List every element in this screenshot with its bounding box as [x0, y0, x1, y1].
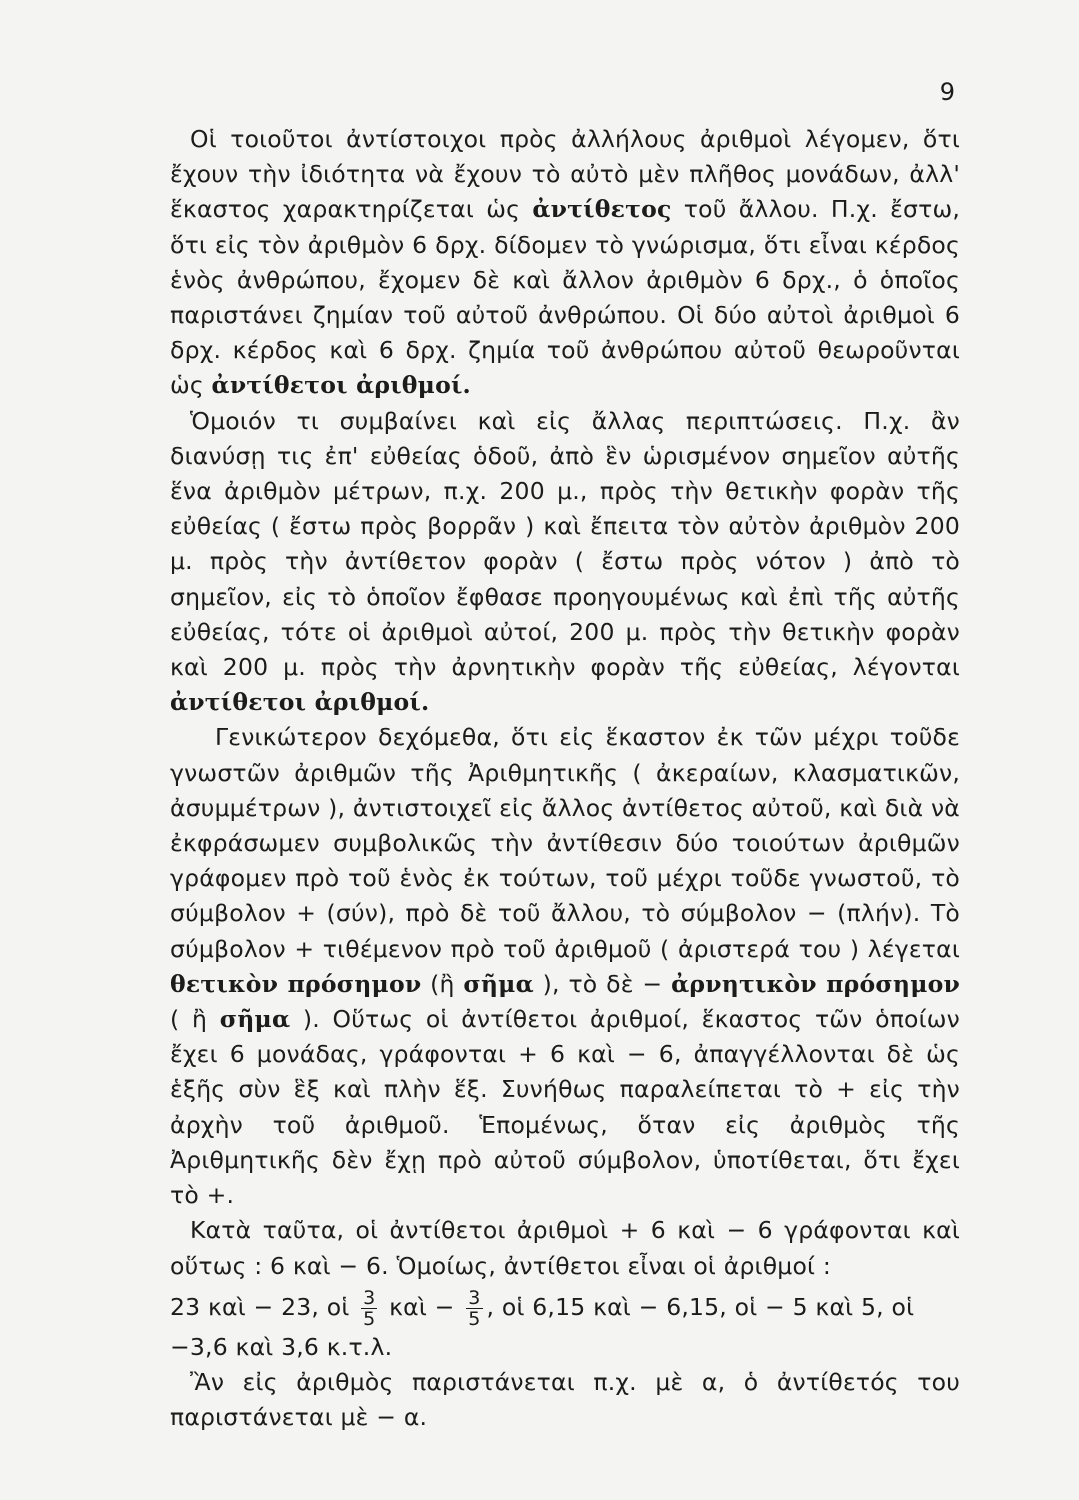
p1-text: Οἱ τοιοῦτοι ἀντίστοιχοι πρὸς ἀλλήλους ἀριθμοὶ λέγομεν, ὅτι ἔχουν τὴν ἰδιότητα νὰ ἔχουν τὸ αὐτὸ μὲν πλῆθος μονάδων, ἀλλ' ἕκαστος χαρακτηρίζεται ὡς: [170, 125, 960, 224]
fraction-denominator-2: 5: [468, 1307, 481, 1330]
examples-line-2: [170, 1330, 960, 1365]
paragraph-1: [170, 122, 960, 404]
p4-line-1: Κατὰ ταῦτα, οἱ ἀντίθετοι ἀριθμοὶ + 6 καὶ − 6 γράφονται καὶ οὕτως : 6 καὶ − 6. Ὁμοίως, ἀντίθετοι εἶναι οἱ ἀριθμοί :: [170, 1216, 960, 1280]
fraction-numerator-2: 3: [468, 1286, 481, 1309]
fraction-3-5-negative: [466, 1288, 482, 1329]
fraction-3-5: [361, 1288, 377, 1329]
term-sima: σῆμα: [463, 969, 534, 998]
term-antithetoi-arithmoi-2: ἀντίθετοι ἀριθμοί.: [170, 688, 430, 717]
p3-text-2: (ἢ: [430, 969, 455, 998]
example-kai-minus: καὶ −: [389, 1292, 455, 1321]
p3-text: Γενικώτερον δεχόμεθα, ὅτι εἰς ἕκαστον ἐκ τῶν μέχρι τοῦδε γνωστῶν ἀριθμῶν τῆς Ἀριθμητικῆς ( ἀκεραίων, κλασματικῶν, ἀσυμμέτρων ), ἀντιστοιχεῖ εἰς ἄλλος ἀντίθετος αὐτοῦ, καὶ διὰ νὰ ἐκφράσωμεν συμβολικῶς τὴν ἀντίθεσιν δύο τοιούτων ἀριθμῶν γράφομεν πρὸ τοῦ ἑνὸς ἐκ τούτων, τοῦ μέχρι τοῦδε γνωστοῦ, τὸ σύμβολον + (σύν), πρὸ δὲ τοῦ ἄλλου, τὸ σύμβολον − (πλήν). Τὸ σύμβολον + τιθέμενον πρὸ τοῦ ἀριθμοῦ ( ἀριστερά του ) λέγεται: [170, 723, 960, 963]
p3-text-3: ), τὸ δὲ −: [542, 969, 663, 998]
term-antithetos: ἀντίθετος: [532, 195, 672, 224]
term-arnitikon-prosimon: ἀρνητικὸν πρόσημον: [671, 969, 960, 998]
examples-line: [170, 1284, 960, 1330]
paragraph-3: [170, 720, 960, 1213]
p5-text: Ἂν εἰς ἀριθμὸς παριστάνεται π.χ. μὲ α, ὁ ἀντίθετός του παριστάνεται μὲ − α.: [170, 1367, 960, 1432]
page-body: [170, 122, 960, 1435]
paragraph-5: [170, 1365, 960, 1435]
example-rest: , οἱ 6,15 καὶ − 6,15, οἱ − 5 καὶ 5, οἱ: [486, 1292, 915, 1321]
term-sima-2: σῆμα: [219, 1005, 291, 1034]
example-23: 23 καὶ − 23, οἱ: [170, 1292, 350, 1321]
example-3-6: −3,6 καὶ 3,6 κ.τ.λ.: [170, 1332, 393, 1361]
term-thetikon-prosimon: θετικὸν πρόσημον: [170, 969, 422, 998]
p3-text-4: ( ἢ: [170, 1005, 208, 1034]
p3-text-5: ). Οὕτως οἱ ἀντίθετοι ἀριθμοί, ἕκαστος τῶν ὁποίων ἔχει 6 μονάδας, γράφονται + 6 καὶ − 6, ἀπαγγέλλονται δὲ ὡς ἑξῆς σὺν ἓξ καὶ πλὴν ἕξ. Συνήθως παραλείπεται τὸ + εἰς τὴν ἀρχὴν τοῦ ἀριθμοῦ. Ἑπομένως, ὅταν εἰς ἀριθμὸς τῆς Ἀριθμητικῆς δὲν ἔχῃ πρὸ αὐτοῦ σύμβολον, ὑποτίθεται, ὅτι ἔχει τὸ +.: [170, 1005, 960, 1210]
term-antithetoi-arithmoi: ἀντίθετοι ἀριθμοί.: [211, 371, 471, 400]
paragraph-4: [170, 1213, 960, 1283]
p1-text-2: τοῦ ἄλλου. Π.χ. ἔστω, ὅτι εἰς τὸν ἀριθμὸν 6 δρχ. δίδομεν τὸ γνώρισμα, ὅτι εἶναι κέρδος ἑνὸς ἀνθρώπου, ἔχομεν δὲ καὶ ἄλλον ἀριθμὸν 6 δρχ., ὁ ὁποῖος παριστάνει ζημίαν τοῦ αὐτοῦ ἀνθρώπου. Οἱ δύο αὐτοὶ ἀριθμοὶ 6 δρχ. κέρδος καὶ 6 δρχ. ζημία τοῦ ἀνθρώπου αὐτοῦ θεωροῦνται ὡς: [170, 195, 961, 400]
p2-text: Ὁμοιόν τι συμβαίνει καὶ εἰς ἄλλας περιπτώσεις. Π.χ. ἂν διανύσῃ τις ἐπ' εὐθείας ὁδοῦ, ἀπὸ ἓν ὡρισμένον σημεῖον αὐτῆς ἕνα ἀριθμὸν μέτρων, π.χ. 200 μ., πρὸς τὴν θετικὴν φορὰν τῆς εὐθείας ( ἔστω πρὸς βορρᾶν ) καὶ ἔπειτα τὸν αὐτὸν ἀριθμὸν 200 μ. πρὸς τὴν ἀντίθετον φορὰν ( ἔστω πρὸς νότον ) ἀπὸ τὸ σημεῖον, εἰς τὸ ὁποῖον ἔφθασε προηγουμένως καὶ ἐπὶ τῆς αὐτῆς εὐθείας, τότε οἱ ἀριθμοὶ αὐτοί, 200 μ. πρὸς τὴν θετικὴν φορὰν καὶ 200 μ. πρὸς τὴν ἀρνητικὴν φορὰν τῆς εὐθείας, λέγονται: [170, 406, 960, 682]
fraction-numerator: 3: [363, 1286, 376, 1309]
paragraph-2: [170, 404, 960, 721]
fraction-denominator: 5: [363, 1307, 376, 1330]
page-number: 9: [939, 78, 955, 106]
